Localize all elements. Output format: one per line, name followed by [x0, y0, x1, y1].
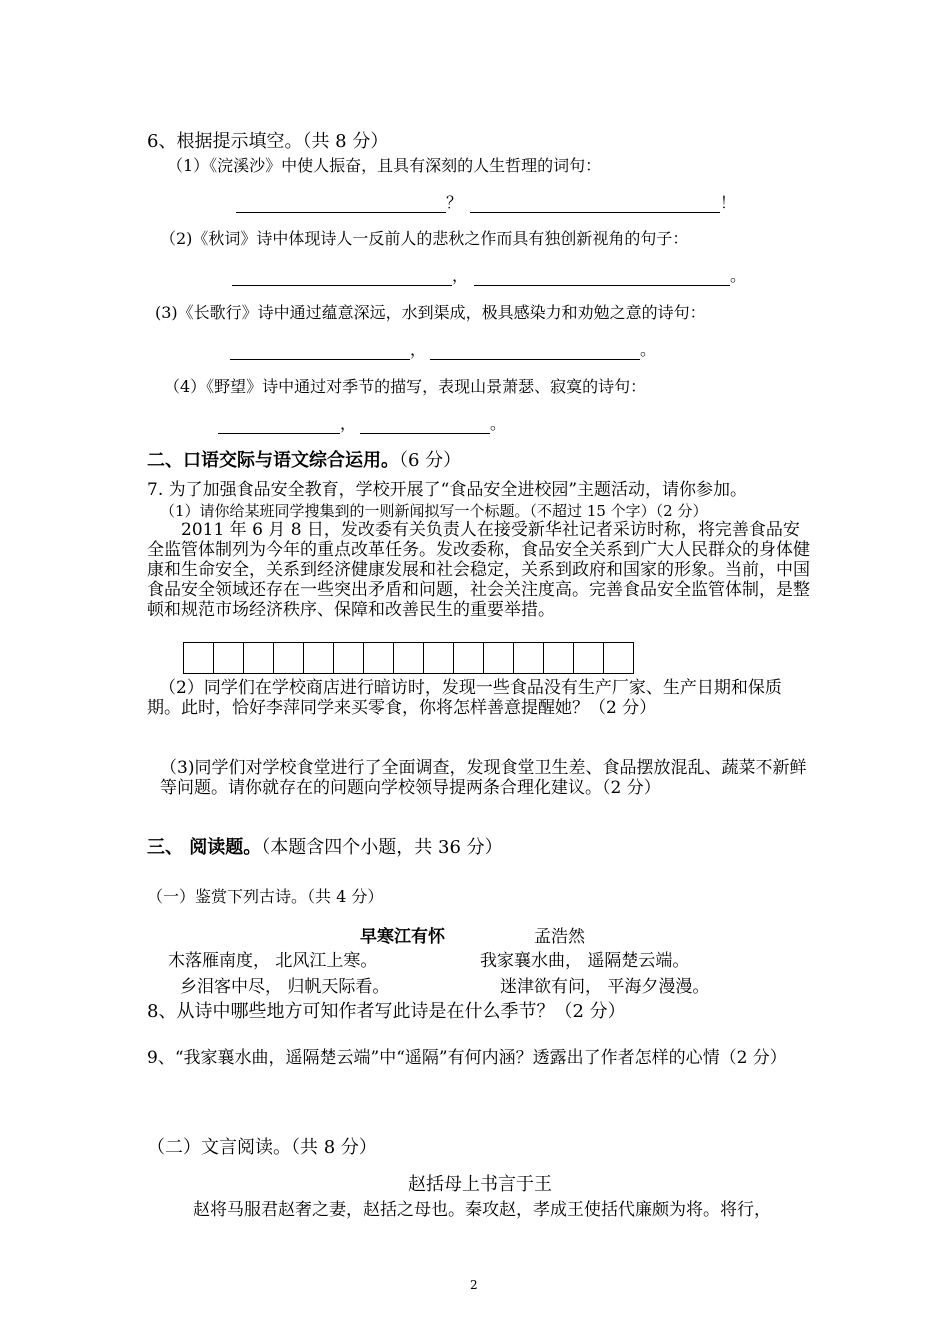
q7-stem: 7. 为了加强食品安全教育，学校开展了“食品安全进校园”主题活动，请你参加。 [147, 480, 748, 500]
poem-line: 木落雁南度， 北风江上寒。 [168, 951, 378, 971]
answer-blank[interactable] [236, 194, 446, 213]
grid-cell[interactable] [454, 643, 484, 673]
section3-heading: 三、 阅读题。（本题含四个小题，共 36 分） [147, 837, 503, 858]
page-number: 2 [470, 1278, 478, 1292]
section2-heading: 二、口语交际与语文综合运用。（6 分） [147, 450, 462, 471]
classic-text: 赵将马服君赵奢之妻，赵括之母也。秦攻赵，孝成王使括代廉颇为将。将行， [193, 1200, 771, 1220]
answer-blank[interactable] [218, 415, 340, 434]
grid-cell[interactable] [334, 643, 364, 673]
grid-cell[interactable] [514, 643, 544, 673]
q7-sub3: （3)同学们对学校食堂进行了全面调查，发现食堂卫生差、食品摆放混乱、蔬菜不新鲜等问题。请你就存在的问题向学校领导提两条合理化建议。（2 分） [160, 758, 807, 798]
part1-heading: （一）鉴赏下列古诗。（共 4 分） [147, 887, 384, 906]
grid-cell[interactable] [544, 643, 574, 673]
q9: 9、“我家襄水曲，遥隔楚云端”中“遥隔”有何内涵？透露出了作者怎样的心情（2 分） [147, 1048, 787, 1068]
poem-author: 孟浩然 [534, 927, 585, 947]
grid-cell[interactable] [274, 643, 304, 673]
q6-part3-answer-line: ， 。 [230, 337, 656, 360]
classic-title: 赵括母上书言于王 [408, 1174, 552, 1195]
q6-part3-prompt: (3)《长歌行》诗中通过蕴意深远，水到渠成，极具感染力和劝勉之意的诗句： [155, 303, 706, 322]
q6-part1-prompt: （1）《浣溪沙》中使人振奋，且具有深刻的人生哲理的词句： [167, 156, 602, 175]
answer-blank[interactable] [360, 415, 490, 434]
answer-blank[interactable] [474, 267, 730, 286]
q6-part4-answer-line: ， 。 [218, 411, 506, 434]
grid-cell[interactable] [214, 643, 244, 673]
answer-blank[interactable] [232, 267, 452, 286]
answer-blank[interactable] [230, 341, 410, 360]
q8: 8、从诗中哪些地方可知作者写此诗是在什么季节？（2 分） [147, 1001, 626, 1022]
part2-heading: （二）文言阅读。（共 8 分） [147, 1137, 377, 1158]
grid-cell[interactable] [364, 643, 394, 673]
answer-blank[interactable] [430, 341, 640, 360]
news-paragraph: 2011 年 6 月 8 日，发改委有关负责人在接受新华社记者采访时称，将完善食品安全监管体制列为今年的重点改革任务。发改委称，食品安全关系到广大人民群众的身体健康和生命安全，关系到经济健康发展和社会稳定，关系到政府和国家的形象。当前，中国食品安全领域还存在一些突出矛盾和问题，社会关注度高。完善食品安全监管体制，是整顿和规范市场经济秩序、保障和改善民生的重要举措。 [147, 520, 810, 620]
q6-part4-prompt: （4）《野望》诗中通过对季节的描写，表现山景萧瑟、寂寞的诗句： [164, 377, 647, 396]
title-answer-grid[interactable] [183, 642, 634, 674]
poem-line: 乡泪客中尽， 归帆天际看。 [180, 977, 390, 997]
q7-sub2: （2）同学们在学校商店进行暗访时，发现一些食品没有生产厂家、生产日期和保质期。此时，恰好李萍同学来买零食，你将怎样善意提醒她？（2 分） [147, 678, 782, 718]
grid-cell[interactable] [424, 643, 454, 673]
grid-cell[interactable] [184, 643, 214, 673]
q6-part2-answer-line: ， 。 [232, 263, 746, 286]
grid-cell[interactable] [574, 643, 604, 673]
grid-cell[interactable] [304, 643, 334, 673]
q6-part2-prompt: （2)《秋词》诗中体现诗人一反前人的悲秋之作而具有独创新视角的句子： [160, 229, 689, 248]
grid-cell[interactable] [604, 643, 633, 673]
poem-line: 我家襄水曲， 遥隔楚云端。 [480, 951, 690, 971]
grid-cell[interactable] [484, 643, 514, 673]
q7-sub1: （1）请你给某班同学搜集到的一则新闻拟写一个标题。（不超过 15 个字）（2 分） [160, 502, 708, 520]
q6-title: 6、根据提示填空。（共 8 分） [147, 131, 389, 152]
grid-cell[interactable] [244, 643, 274, 673]
grid-cell[interactable] [394, 643, 424, 673]
poem-line: 迷津欲有问， 平海夕漫漫。 [500, 977, 710, 997]
poem-title: 早寒江有怀 [360, 927, 445, 947]
answer-blank[interactable] [470, 194, 720, 213]
q6-part1-answer-line: ？ ！ [236, 190, 736, 213]
